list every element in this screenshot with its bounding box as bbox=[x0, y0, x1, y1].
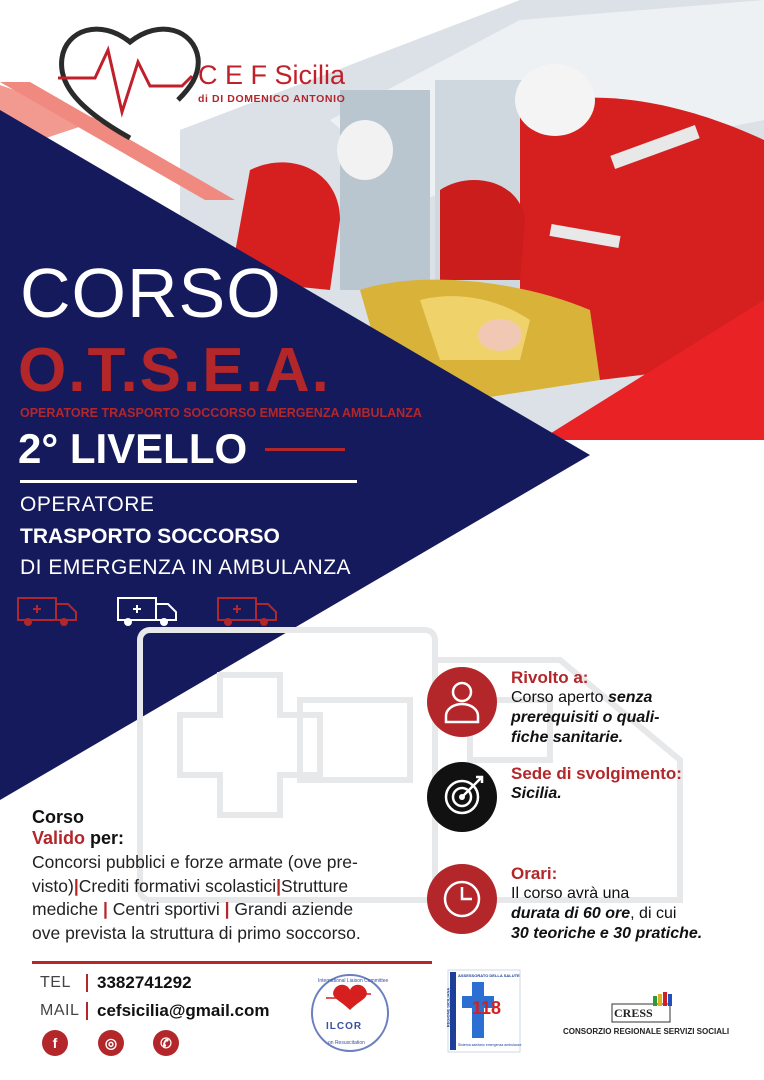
tel-label: TEL bbox=[40, 974, 71, 991]
info-hours-title: Orari: bbox=[511, 864, 558, 883]
brand-name: C E F Sicilia bbox=[198, 60, 346, 90]
regione-top: ASSESSORATO DELLA SALUTE bbox=[458, 973, 520, 978]
ilcor-ring-bottom: on Resuscitation bbox=[328, 1040, 365, 1046]
cress-name: CRESS bbox=[614, 1006, 653, 1020]
info-target-title: Rivolto a: bbox=[511, 668, 589, 687]
hero-line3: DI EMERGENZA IN AMBULANZA bbox=[20, 556, 352, 579]
info-location-title: Sede di svolgimento: bbox=[511, 764, 682, 783]
ilcor-name: ILCOR bbox=[326, 1021, 363, 1032]
hero-acronym-full: OPERATORE TRASPORTO SOCCORSO EMERGENZA AMBULANZA bbox=[20, 406, 422, 420]
info-location bbox=[511, 764, 756, 804]
validity-block bbox=[32, 807, 424, 945]
info-hours bbox=[511, 864, 756, 944]
tel-value[interactable]: 3382741292 bbox=[97, 973, 192, 992]
info-hours-text: Il corso avrà una durata di 60 ore, di cui 30 teoriche e 30 pratiche. bbox=[511, 885, 703, 942]
validity-title: Corso bbox=[32, 807, 85, 827]
validity-body: Concorsi pubblici e forze armate (ove pre- visto)|Crediti formativi scolastici|Strutture mediche | Centri sportivi | Grandi aziende ove prevista la struttura di primo soccorso. bbox=[32, 852, 361, 943]
facebook-icon[interactable]: f bbox=[42, 1030, 68, 1056]
validity-subtitle: Valido per: bbox=[32, 828, 125, 848]
level-dash bbox=[265, 448, 345, 451]
footer-rule bbox=[32, 961, 432, 964]
info-target bbox=[511, 668, 751, 748]
level-underline bbox=[20, 480, 357, 483]
clock-icon bbox=[427, 864, 497, 934]
info-location-value: Sicilia. bbox=[511, 785, 562, 802]
whatsapp-icon[interactable]: ✆ bbox=[153, 1030, 179, 1056]
brand-owner: di DI DOMENICO ANTONIO bbox=[198, 93, 346, 105]
regione-side: REGIONE SICILIANA bbox=[445, 987, 451, 1028]
hero-corso: CORSO bbox=[20, 254, 282, 332]
mail-label: MAIL bbox=[40, 1002, 80, 1019]
instagram-icon[interactable]: ◎ bbox=[98, 1030, 124, 1056]
hero-level: 2° LIVELLO bbox=[18, 425, 248, 472]
hero-line1: OPERATORE bbox=[20, 493, 155, 516]
regione-118-number: 118 bbox=[472, 998, 502, 1018]
cress-full: CONSORZIO REGIONALE SERVIZI SOCIALI bbox=[563, 1027, 730, 1036]
info-target-text: Corso aperto senza prerequisiti o quali- fiche sanitarie. bbox=[511, 689, 660, 746]
hero-acronym: O.T.S.E.A. bbox=[18, 336, 331, 405]
hero-line2: TRASPORTO SOCCORSO bbox=[20, 525, 280, 548]
target-icon bbox=[427, 762, 497, 832]
mail-value[interactable]: cefsicilia@gmail.com bbox=[97, 1001, 270, 1020]
person-icon bbox=[427, 667, 497, 737]
regione-bottom: Sistema sanitario emergenza ambulanze bbox=[458, 1043, 522, 1047]
ilcor-ring-top: International Liaison Committee bbox=[318, 978, 389, 984]
